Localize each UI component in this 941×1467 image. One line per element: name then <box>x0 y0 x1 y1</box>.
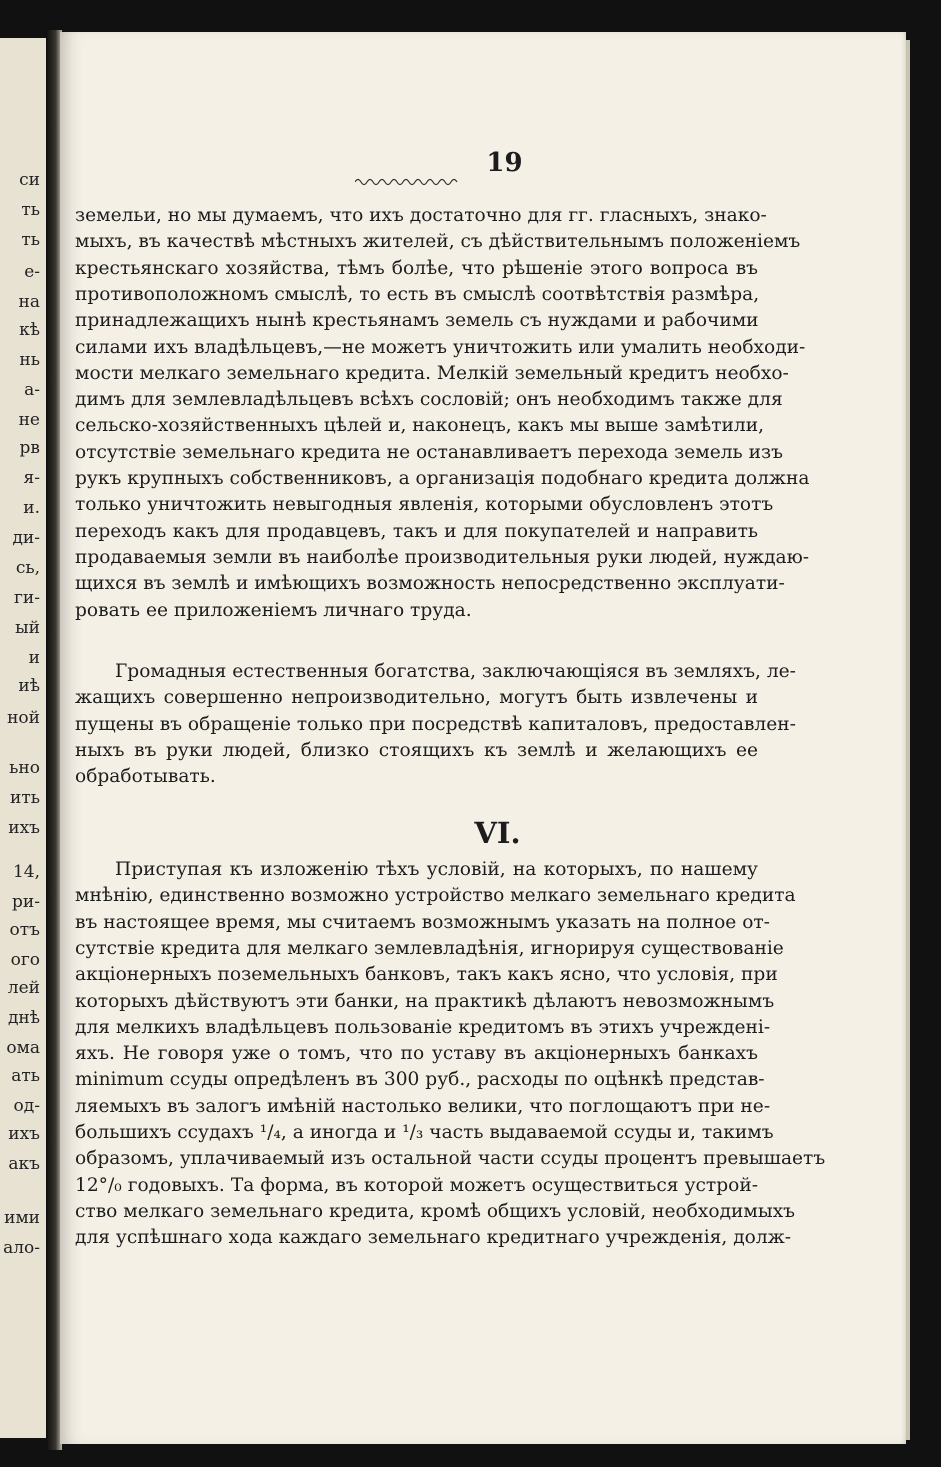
left-page-fragment: и. <box>23 498 40 518</box>
left-page-fragment: ть <box>21 230 40 250</box>
left-page-fragment: си <box>19 170 40 190</box>
left-page-fragment: е- <box>24 262 40 282</box>
paragraph-3-line: акціонерныхъ поземельныхъ банковъ, такъ какъ ясно, что условія, при <box>75 964 778 986</box>
paragraph-2-line: пущены въ обращеніе только при посредствѣ капиталовъ, предоставлен- <box>75 713 796 735</box>
paragraph-3-line: образомъ, уплачиваемый изъ остальной части ссуды процентъ превышаетъ <box>75 1148 826 1170</box>
paragraph-3-line: 12°/₀ годовыхъ. Та форма, въ которой можетъ осуществиться устрой- <box>75 1174 758 1196</box>
left-page-fragment: не <box>18 410 40 430</box>
paragraph-1-line: димъ для землевладѣльцевъ всѣхъ сословій; онъ необходимъ также для <box>75 389 783 411</box>
left-page-fragment: ди- <box>12 528 40 548</box>
left-page-fragment: ого <box>10 950 40 970</box>
left-page-fragment: ги- <box>14 588 40 608</box>
left-page-fragment: рв <box>19 438 40 458</box>
left-page-fragment: од- <box>13 1096 40 1116</box>
paragraph-3-line: мнѣнію, единственно возможно устройство мелкаго земельнаго кредита <box>75 885 796 907</box>
decorative-rule <box>355 176 460 186</box>
section-heading: VI. <box>474 816 521 850</box>
left-page-fragment: а- <box>24 380 40 400</box>
left-page-edge <box>0 38 46 1438</box>
paragraph-2-line: обработывать. <box>75 766 216 788</box>
left-page-fragment: днѣ <box>7 1008 40 1028</box>
paragraph-1-line: рукъ крупныхъ собственниковъ, а организація подобнаго кредита должна <box>75 468 810 489</box>
left-page-fragment: лей <box>7 978 40 998</box>
left-page-fragment: иѣ <box>18 676 40 696</box>
left-page-fragment: акъ <box>8 1154 40 1174</box>
paragraph-1-line: сельско-хозяйственныхъ цѣлей и, наконецъ, какъ мы выше замѣтили, <box>75 415 764 437</box>
paragraph-3-line: Приступая къ изложенію тѣхъ условій, на которыхъ, по нашему <box>115 859 758 880</box>
paragraph-1-line: только уничтожить невыгодныя явленія, которыми обусловленъ этотъ <box>75 494 774 516</box>
paragraph-3-line: для мелкихъ владѣльцевъ пользованіе кредитомъ въ этихъ учрежденi- <box>75 1016 771 1038</box>
paragraph-1-line: продаваемыя земли въ наиболѣе производительныя руки людей, нуждаю- <box>75 546 810 568</box>
paragraph-2-line: жащихъ совершенно непроизводительно, могутъ быть извлечены и <box>75 687 758 709</box>
paragraph-3-line: для успѣшнаго хода каждаго земельнаго кредитнаго учрежденія, долж- <box>75 1227 792 1249</box>
paragraph-1-line: мыхъ, въ качествѣ мѣстныхъ жителей, съ дѣйствительнымъ положеніемъ <box>75 231 801 253</box>
left-page-fragment: я- <box>23 468 40 488</box>
left-page-fragment: отъ <box>9 920 40 940</box>
paragraph-1-line: силами ихъ владѣльцевъ,—не можетъ уничтожить или умалить необходи- <box>75 336 806 358</box>
left-page-fragment: нь <box>19 350 40 370</box>
paragraph-1-line: отсутствіе земельнаго кредита не останавливаетъ перехода земель изъ <box>75 441 783 463</box>
left-page-fragment: ома <box>6 1038 40 1058</box>
paragraph-1-line: ровать ее приложеніемъ личнаго труда. <box>75 599 472 621</box>
paragraph-3-line: ляемыхъ въ залогъ имѣній настолько велики, что поглощаютъ при не- <box>75 1095 771 1117</box>
paragraph-3-line: сутствіе кредита для мелкаго землевладѣнія, игнорируя существованіе <box>75 937 784 959</box>
left-page-fragment: на <box>18 292 40 312</box>
paragraph-2-line: Громадныя естественныя богатства, заключающіяся въ земляхъ, ле- <box>115 661 796 682</box>
left-page-fragment: ри- <box>12 892 40 912</box>
paragraph-1-line: земельи, но мы думаемъ, что ихъ достаточно для гг. гласныхъ, знако- <box>75 205 767 226</box>
left-page-fragment: ьно <box>9 758 40 778</box>
paragraph-3-line: яхъ. Не говоря уже о томъ, что по уставу въ акціонерныхъ банкахъ <box>75 1043 758 1065</box>
left-page-fragment: кѣ <box>19 320 40 340</box>
paragraph-1-line: противоположномъ смыслѣ, то есть въ смыслѣ соотвѣтствія размѣра, <box>75 283 760 305</box>
paragraph-3-line: ство мелкаго земельнаго кредита, кромѣ общихъ условій, необходимыхъ <box>75 1200 796 1222</box>
left-page-fragment: ало- <box>3 1238 40 1258</box>
paragraph-1-line: щихся въ землѣ и имѣющихъ возможность непосредственно эксплуати- <box>75 573 785 595</box>
page-edge <box>906 40 910 1440</box>
paragraph-1-line: переходъ какъ для продавцевъ, такъ и для покупателей и направить <box>75 520 758 542</box>
paragraph-3-line: minimum ссуды опредѣленъ въ 300 руб., расходы по оцѣнкѣ представ- <box>75 1069 765 1091</box>
left-page-fragment: сь, <box>15 558 40 578</box>
paragraph-1-line: мости мелкаго земельнаго кредита. Мелкій земельный кредитъ необхо- <box>75 362 789 384</box>
page-number: 19 <box>486 148 523 178</box>
left-page-fragment: и <box>28 648 40 668</box>
left-page-fragment: ной <box>7 708 40 728</box>
paragraph-3-line: которыхъ дѣйствуютъ эти банки, на практикѣ дѣлаютъ невозможнымъ <box>75 990 775 1012</box>
left-page-fragment: ими <box>4 1208 40 1228</box>
paragraph-1-line: принадлежащихъ нынѣ крестьянамъ земель съ нуждами и рабочими <box>75 310 759 332</box>
paragraph-3-line: въ настоящее время, мы считаемъ возможнымъ указать на полное от- <box>75 911 770 933</box>
paragraph-1-line: крестьянскаго хозяйства, тѣмъ болѣе, что рѣшеніе этого вопроса въ <box>75 257 758 279</box>
paragraph-2-line: ныхъ въ руки людей, близко стоящихъ къ землѣ и желающихъ ее <box>75 739 758 761</box>
paragraph-3-line: большихъ ссудахъ ¹/₄, а иногда и ¹/₃ часть выдаваемой ссуды и, такимъ <box>75 1122 774 1143</box>
left-page-fragment: ый <box>15 618 40 638</box>
left-page-fragment: ать <box>11 1066 40 1086</box>
left-page-fragment: 14, <box>12 862 40 882</box>
left-page-fragment: ихъ <box>8 1124 40 1144</box>
left-page-fragment: ть <box>21 200 40 220</box>
left-page-fragment: ить <box>10 788 40 808</box>
left-page-fragment: ихъ <box>8 818 40 838</box>
